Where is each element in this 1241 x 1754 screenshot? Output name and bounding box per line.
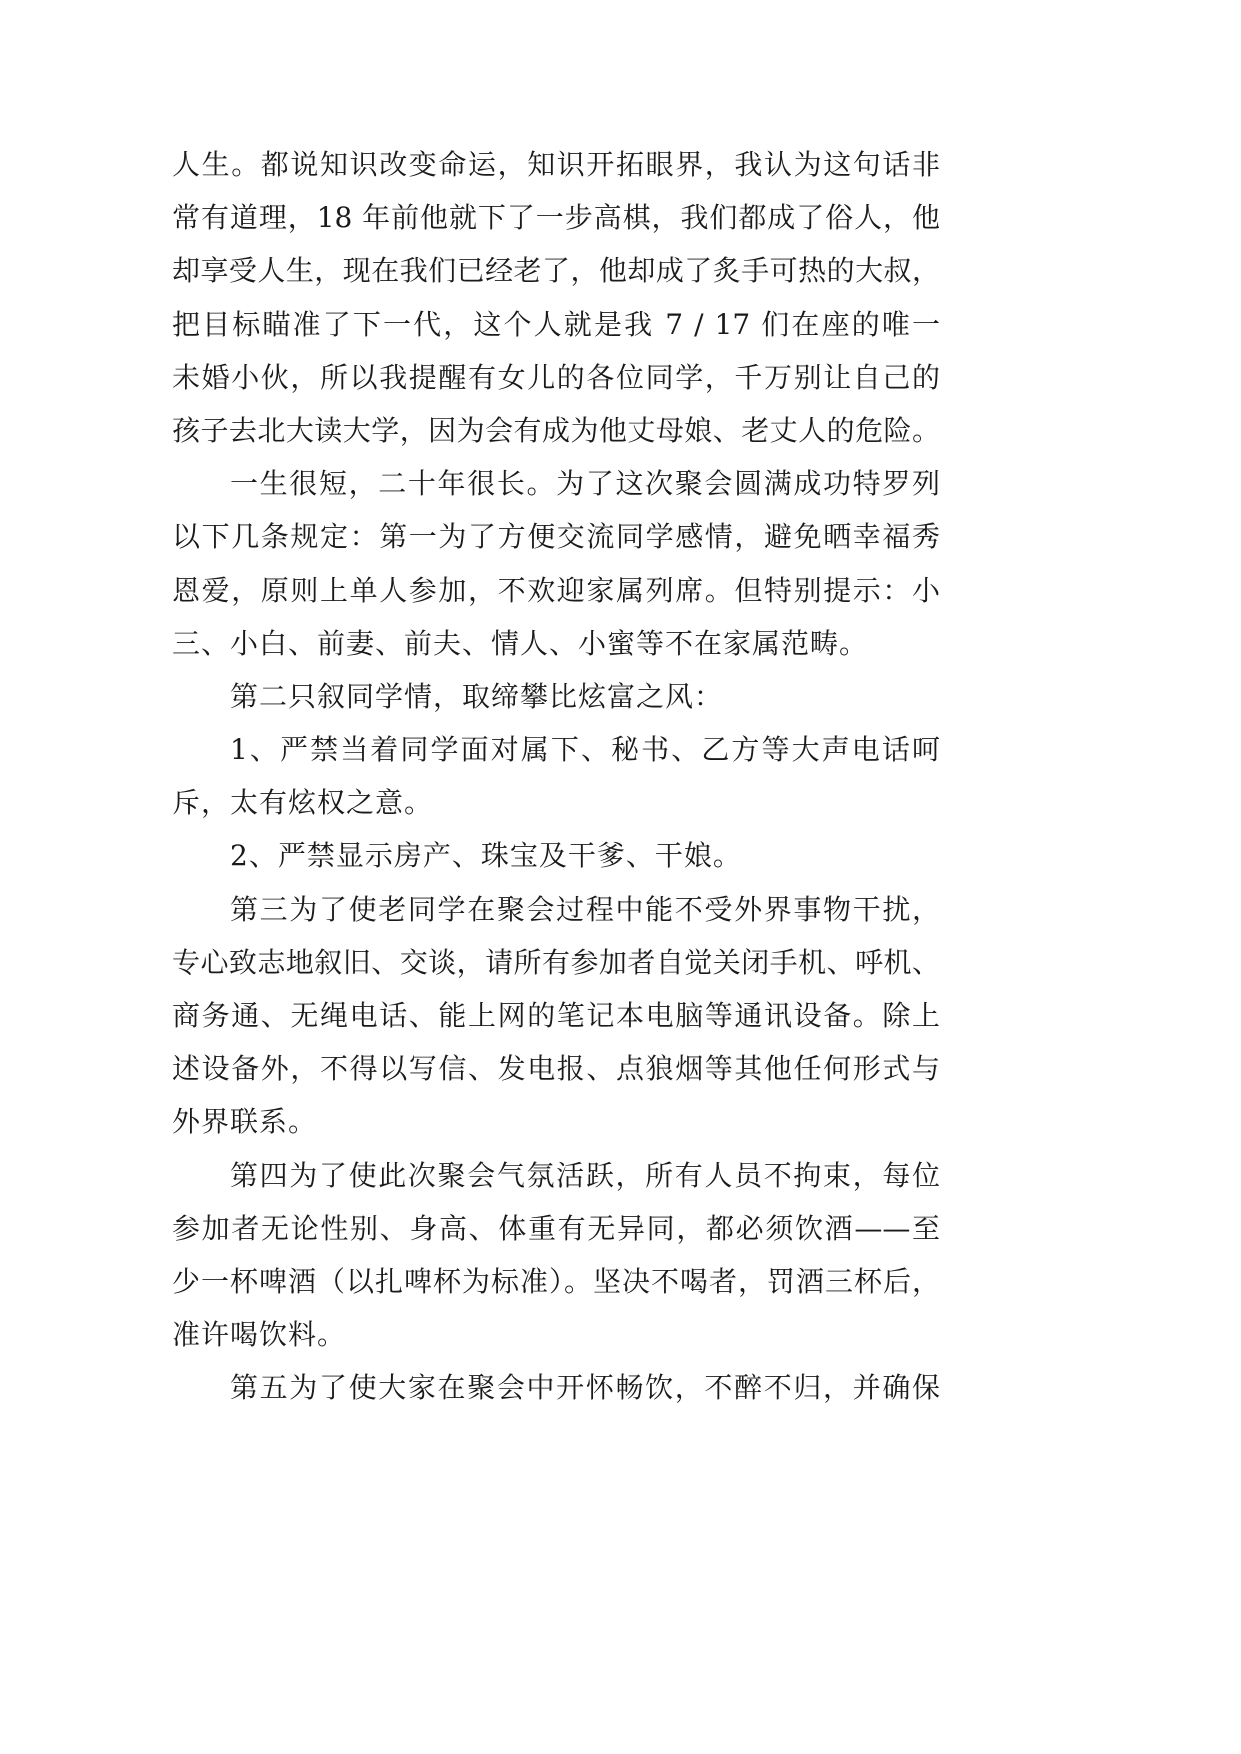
text-line: 第五为了使大家在聚会中开怀畅饮，不醉不归，并确保 <box>230 1371 940 1405</box>
text-line: 恩爱，原则上单人参加，不欢迎家属列席。但特别提示：小 <box>172 573 940 607</box>
text-line: 孩子去北大读大学，因为会有成为他丈母娘、老丈人的危险。 <box>172 413 940 447</box>
document-body <box>172 138 940 1415</box>
text-line: 三、小白、前妻、前夫、情人、小蜜等不在家属范畴。 <box>172 626 869 660</box>
text-line: 商务通、无绳电话、能上网的笔记本电脑等通讯设备。除上 <box>172 999 940 1032</box>
paragraph <box>172 1361 940 1414</box>
text-line: 以下几条规定：第一为了方便交流同学感情，避免晒幸福秀 <box>172 520 940 554</box>
page-number: 7 / 17 <box>665 307 751 341</box>
text-line: 一生很短，二十年很长。为了这次聚会圆满成功特罗列 <box>230 467 940 501</box>
text-line: 2、严禁显示房产、珠宝及干爹、干娘。 <box>230 839 742 873</box>
paragraph <box>172 670 940 723</box>
text-line: 未婚小伙，所以我提醒有女儿的各位同学，千万别让自己的 <box>172 360 940 394</box>
text-line: 常有道理，18 年前他就下了一步高棋，我们都成了俗人，他 <box>172 201 940 235</box>
paragraph <box>172 829 940 882</box>
paragraph <box>172 1149 940 1362</box>
paragraph <box>172 138 940 457</box>
text-line <box>172 298 940 351</box>
text-line: 斥，太有炫权之意。 <box>172 786 434 820</box>
text-line: 人生。都说知识改变命运，知识开拓眼界，我认为这句话非 <box>172 148 940 181</box>
text-line: 第四为了使此次聚会气氛活跃，所有人员不拘束，每位 <box>230 1158 940 1192</box>
paragraph <box>172 457 940 670</box>
paragraph <box>172 723 940 829</box>
paragraph <box>172 883 940 1149</box>
text-line: 述设备外，不得以写信、发电报、点狼烟等其他任何形式与 <box>172 1052 940 1086</box>
text-segment: 们在座的唯一 <box>761 307 940 341</box>
text-line: 少一杯啤酒（以扎啤杯为标准）。坚决不喝者，罚酒三杯后， <box>172 1264 940 1298</box>
text-line: 第二只叙同学情，取缔攀比炫富之风： <box>230 679 724 713</box>
text-line: 第三为了使老同学在聚会过程中能不受外界事物干扰， <box>230 892 940 926</box>
text-line: 1、严禁当着同学面对属下、秘书、乙方等大声电话呵 <box>230 733 940 767</box>
text-segment: 把目标瞄准了下一代，这个人就是我 <box>172 307 655 341</box>
text-line: 却享受人生，现在我们已经老了，他却成了炙手可热的大叔， <box>172 254 940 288</box>
text-line: 外界联系。 <box>172 1105 318 1139</box>
text-line: 准许喝饮料。 <box>172 1318 347 1352</box>
text-line: 专心致志地叙旧、交谈，请所有参加者自觉关闭手机、呼机、 <box>172 945 940 979</box>
text-line: 参加者无论性别、身高、体重有无异同，都必须饮酒——至 <box>172 1211 940 1245</box>
